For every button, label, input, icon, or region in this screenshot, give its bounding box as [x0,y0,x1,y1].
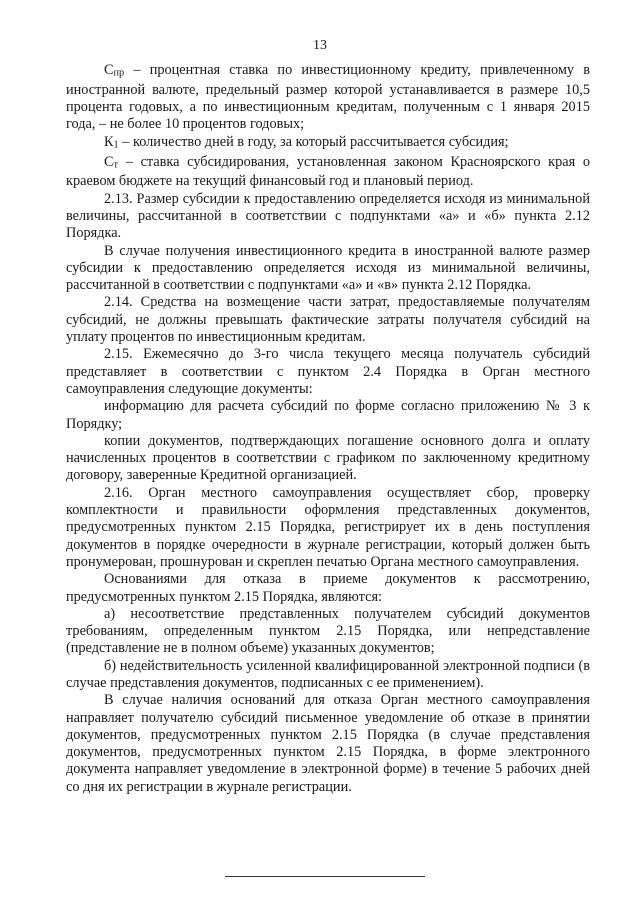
symbol-letter: С [104,62,114,78]
symbol-subscript: 1 [113,139,119,151]
paragraph-text: – ставка субсидирования, установленная законом Красноярского края о краевом бюджете на текущий финансовый год и плановый период. [66,153,590,190]
paragraph-2-16: 2.16. Орган местного самоуправления осуществляет сбор, проверку комплектности и правильности оформления представленных документов, предусмотренных пунктом 2.15 Порядка, регистрирует их в день поступления документов в порядке очередности в журнале регистрации, который должен быть пронумерован, прошнурован и скреплен печатью Органа местного самоуправления. [66,484,590,570]
symbol-letter: К [104,133,114,150]
paragraph-text: – процентная ставка по инвестиционному кредиту, привлеченному в иностранной валюте, предельный размер которой устанавливается в размере 10,5 процента годовых, а по инвестиционным кредитам, полученным с 1 января 2015 года, – не более 10 процентов годовых; [66,62,590,133]
paragraph-item-a: а) несоответствие представленных получателем субсидий документов требованиям, определенным пунктом 2.15 Порядка, или непредставление (представление не в полном объеме) указанных документов; [66,605,590,657]
paragraph-copies: копии документов, подтверждающих погашение основного долга и оплату начисленных процентов в соответствии с графиком по заключенному кредитному договору, заверенные Кредитной организацией. [66,432,590,484]
paragraph-2-13: 2.13. Размер субсидии к предоставлению определяется исходя из минимальной величины, рассчитанной в соответствии с подпунктами «а» и «б» пункта 2.12 Порядка. [66,190,590,242]
symbol-subscript: т [113,159,119,171]
paragraph-refusal-grounds: Основаниями для отказа в приеме документов к рассмотрению, предусмотренных пунктом 2.15 Порядка, являются: [66,571,590,605]
symbol-subscript: пр [113,67,125,79]
paragraph-k1-definition [66,134,590,154]
paragraph-2-14: 2.14. Средства на возмещение части затрат, предоставляемые получателям субсидий, не должны превышать фактические затраты получателя субсидий на уплату процентов по инвестиционным кредитам. [66,294,590,346]
document-body [66,62,590,796]
paragraph-refusal-notice: В случае наличия оснований для отказа Орган местного самоуправления направляет получателю субсидий письменное уведомление об отказе в принятии документов, предусмотренных пунктом 2.15 Порядка (в случае представления документов, предусмотренных пунктом 2.15 Порядка, в форме электронного документа направляет уведомление в электронной форме) в течение 5 рабочих дней со дня их регистрации в журнале регистрации. [66,692,590,795]
paragraph-item-b: б) недействительность усиленной квалифицированной электронной подписи (в случае представления документов, подписанных с ее применением). [66,657,590,691]
paragraph-text: – количество дней в году, за который рассчитывается субсидия; [118,133,509,150]
paragraph-spr-definition [66,62,590,134]
paragraph-info-form: информацию для расчета субсидий по форме согласно приложению № 3 к Порядку; [66,398,590,432]
paragraph-st-definition [66,154,590,191]
footer-rule [225,876,425,877]
page-number: 13 [313,38,327,53]
paragraph-foreign-currency: В случае получения инвестиционного кредита в иностранной валюте размер субсидии к предоставлению определяется исходя из минимальной величины, рассчитанной в соответствии с подпунктами «а» и «в» пункта 2.12 Порядка. [66,242,590,294]
symbol-letter: С [104,153,114,170]
paragraph-2-15: 2.15. Ежемесячно до 3-го числа текущего месяца получатель субсидий представляет в соответствии с пунктом 2.4 Порядка в Орган местного самоуправления следующие документы: [66,346,590,397]
